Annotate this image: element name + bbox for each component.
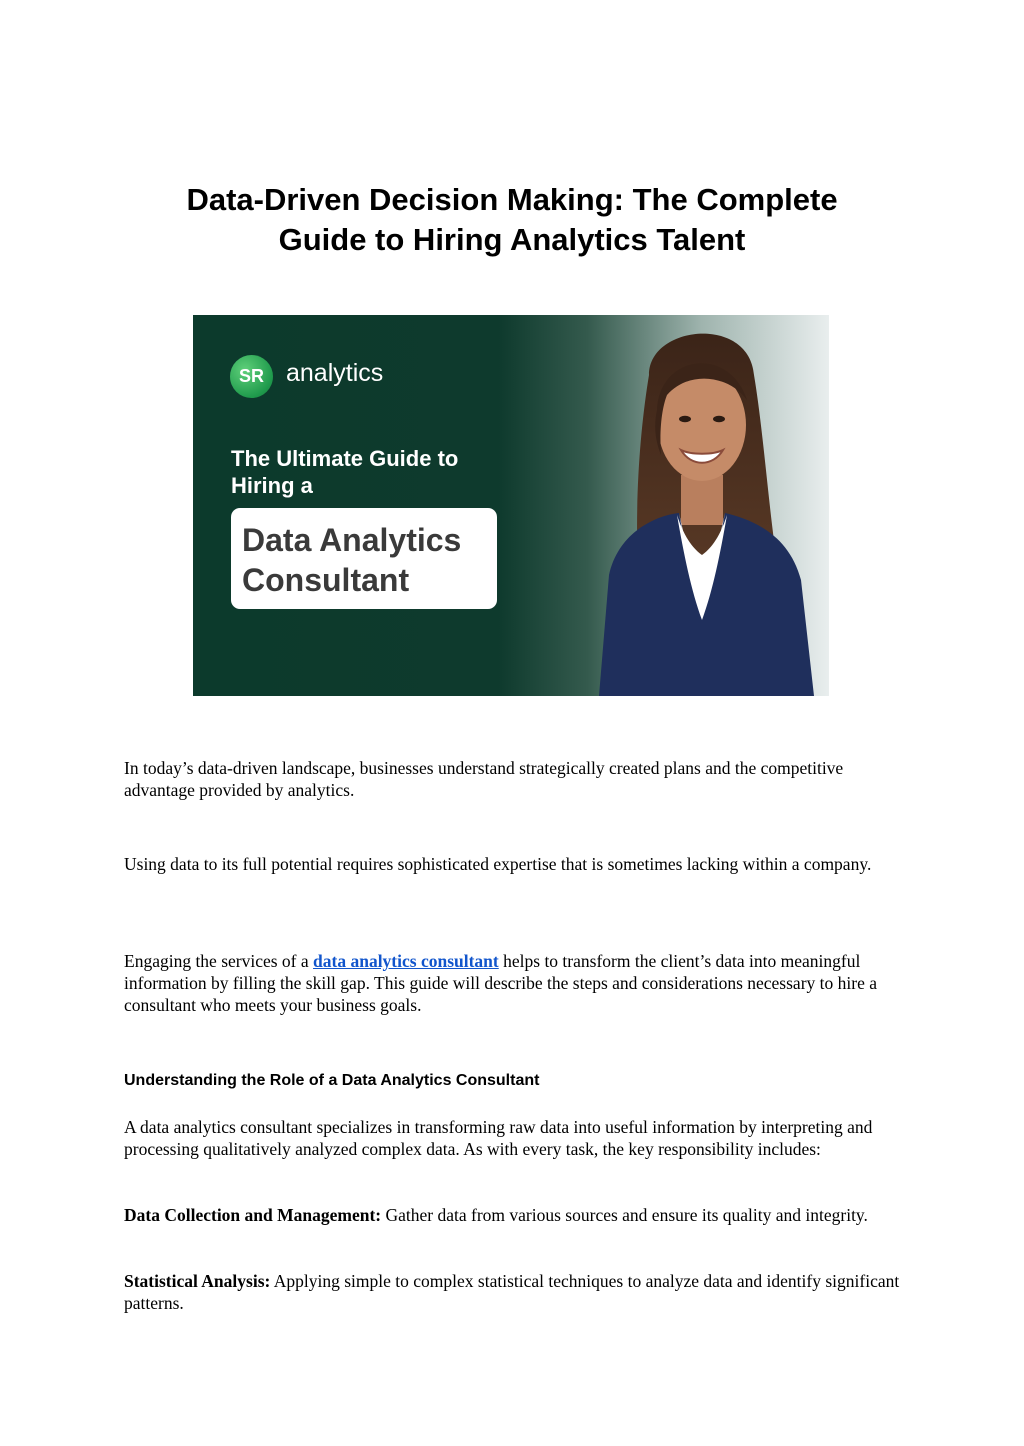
document-title bbox=[100, 180, 924, 260]
section-heading: Understanding the Role of a Data Analytics Consultant bbox=[124, 1072, 540, 1089]
role-paragraph: A data analytics consultant specializes in transforming raw data into useful information by interpreting and processing qualitatively analyzed complex data. As with every task, the key responsibility includes: bbox=[124, 1117, 873, 1159]
responsibility-label: Statistical Analysis: bbox=[124, 1271, 271, 1291]
responsibility-item bbox=[124, 1270, 904, 1314]
data-analytics-consultant-link[interactable]: data analytics consultant bbox=[313, 951, 499, 971]
expertise-paragraph: Using data to its full potential requires sophisticated expertise that is sometimes lacking within a company. bbox=[124, 854, 872, 874]
title-line-2: Guide to Hiring Analytics Talent bbox=[278, 222, 746, 257]
consultant-paragraph-rest: helps to transform the client’s data into meaningful information by filling the skill gap. This guide will describe the steps and considerations necessary to hire a consultant who meets your business goals. bbox=[124, 951, 877, 1015]
banner-heading bbox=[231, 445, 531, 499]
responsibility-text: Applying simple to complex statistical techniques to analyze data and identify significant patterns. bbox=[124, 1271, 900, 1313]
banner-highlight-box bbox=[231, 508, 497, 609]
consultant-paragraph bbox=[124, 950, 904, 1016]
consultant-photo-illustration bbox=[579, 315, 829, 696]
responsibility-label: Data Collection and Management: bbox=[124, 1205, 382, 1225]
sr-logo-icon: SR bbox=[230, 355, 273, 398]
intro-paragraph: In today’s data-driven landscape, businesses understand strategically created plans and the competitive advantage provided by analytics. bbox=[124, 758, 844, 800]
logo-wordmark: analytics bbox=[286, 359, 384, 387]
consultant-paragraph-lead: Engaging the services of a bbox=[124, 951, 314, 971]
banner-box-line-1: Data Analytics bbox=[242, 522, 462, 558]
banner-box-line-2: Consultant bbox=[242, 562, 410, 598]
responsibility-text: Gather data from various sources and ensure its quality and integrity. bbox=[381, 1205, 868, 1225]
title-line-1: Data-Driven Decision Making: The Complete bbox=[186, 182, 838, 217]
responsibility-item bbox=[124, 1204, 904, 1226]
banner-heading-line-2: Hiring a bbox=[231, 473, 313, 498]
hero-banner-image bbox=[193, 315, 829, 696]
banner-heading-line-1: The Ultimate Guide to bbox=[231, 446, 459, 471]
